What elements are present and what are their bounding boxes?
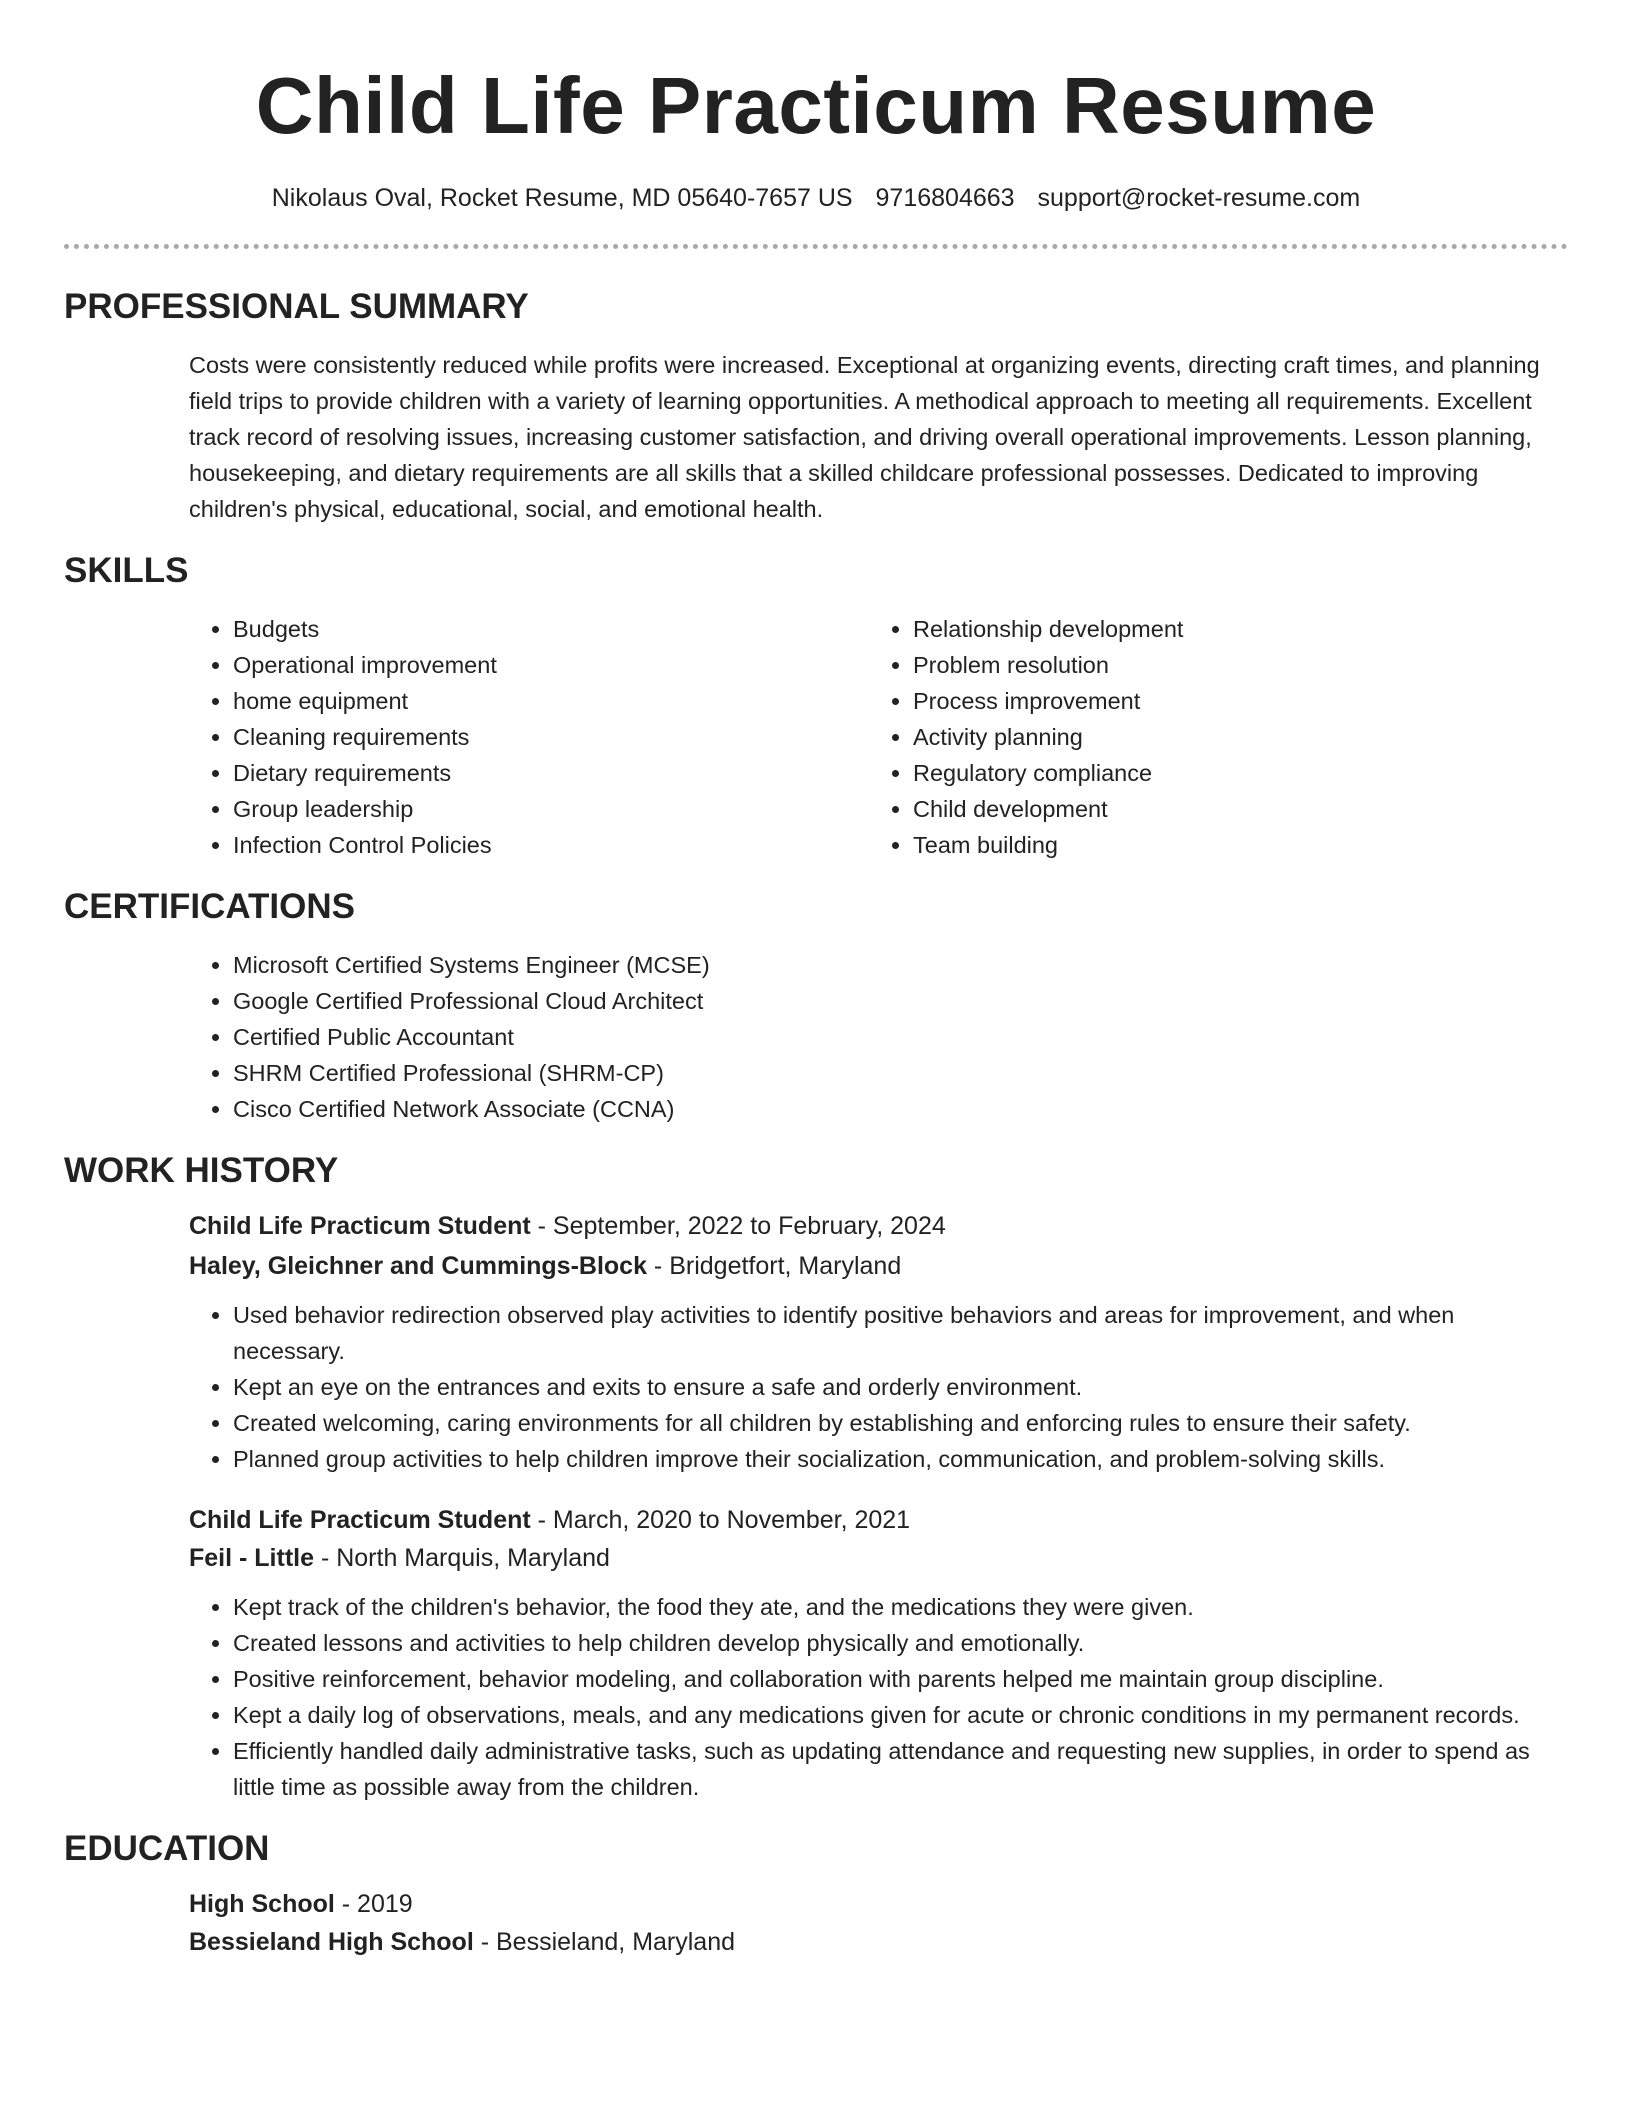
list-item: • Child development	[913, 791, 1549, 827]
summary-section	[64, 285, 1568, 527]
education-school: Bessieland High School	[189, 1928, 474, 1956]
job-location: - Bridgetfort, Maryland	[646, 1252, 902, 1280]
job-title: Child Life Practicum Student	[189, 1212, 531, 1240]
resume-title: Child Life Practicum Resume	[255, 61, 1377, 150]
contact-phone: 9716804663	[875, 184, 1015, 212]
list-item: • Operational improvement	[233, 647, 869, 683]
list-item: • Used behavior redirection observed play activities to identify positive behaviors and areas for improvement, and when necessary.	[233, 1297, 1568, 1369]
education-location: - Bessieland, Maryland	[473, 1928, 736, 1956]
contact-email: support@rocket-resume.com	[1037, 184, 1361, 212]
job-dates: - September, 2022 to February, 2024	[530, 1212, 946, 1240]
skills-section	[64, 549, 1568, 863]
list-item: • Created lessons and activities to help children develop physically and emotionally.	[233, 1625, 1568, 1661]
job-company-line	[189, 1247, 1568, 1285]
list-item: • home equipment	[233, 683, 869, 719]
job-title: Child Life Practicum Student	[189, 1506, 531, 1534]
list-item: • Regulatory compliance	[913, 755, 1549, 791]
list-item: • Positive reinforcement, behavior modeling, and collaboration with parents helped me maintain group discipline.	[233, 1661, 1568, 1697]
list-item: • Certified Public Accountant	[233, 1019, 1568, 1055]
skills-grid	[189, 611, 1568, 863]
list-item: • Cisco Certified Network Associate (CCNA)	[233, 1091, 1568, 1127]
education-school-line	[189, 1923, 1568, 1961]
certifications-section	[64, 885, 1568, 1127]
summary-heading: PROFESSIONAL SUMMARY	[64, 287, 529, 326]
skills-column-right	[869, 611, 1549, 863]
certifications-list	[189, 947, 1568, 1127]
list-item: • Kept track of the children's behavior, the food they ate, and the medications they were given.	[233, 1589, 1568, 1625]
job-company: Feil - Little	[189, 1544, 314, 1572]
list-item: • Activity planning	[913, 719, 1549, 755]
job-location: - North Marquis, Maryland	[314, 1544, 610, 1572]
work-history-heading: WORK HISTORY	[64, 1151, 339, 1190]
education-section	[64, 1827, 1568, 1961]
list-item: • Group leadership	[233, 791, 869, 827]
skills-column-left	[189, 611, 869, 863]
list-item: • Problem resolution	[913, 647, 1549, 683]
list-item: • Planned group activities to help children improve their socialization, communication, and problem-solving skills.	[233, 1441, 1568, 1477]
job-title-line	[189, 1207, 1568, 1245]
list-item: • Kept a daily log of observations, meals, and any medications given for acute or chronic conditions in my permanent records.	[233, 1697, 1568, 1733]
list-item: • SHRM Certified Professional (SHRM-CP)	[233, 1055, 1568, 1091]
list-item: • Relationship development	[913, 611, 1549, 647]
education-degree-line	[189, 1885, 1568, 1923]
list-item: • Dietary requirements	[233, 755, 869, 791]
job-company: Haley, Gleichner and Cummings-Block	[189, 1252, 647, 1280]
list-item: • Google Certified Professional Cloud Architect	[233, 983, 1568, 1019]
education-degree: High School	[189, 1890, 335, 1918]
list-item: • Kept an eye on the entrances and exits to ensure a safe and orderly environment.	[233, 1369, 1568, 1405]
job-dates: - March, 2020 to November, 2021	[530, 1506, 911, 1534]
list-item: • Microsoft Certified Systems Engineer (MCSE)	[233, 947, 1568, 983]
job-company-line	[189, 1539, 1568, 1577]
certifications-heading: CERTIFICATIONS	[64, 887, 356, 926]
education-entry	[189, 1885, 1568, 1961]
list-item: • Process improvement	[913, 683, 1549, 719]
list-item: • Budgets	[233, 611, 869, 647]
summary-text: Costs were consistently reduced while profits were increased. Exceptional at organizing events, directing craft times, and planning field trips to provide children with a variety of learning opportunities. A methodical approach to meeting all requirements. Excellent track record of resolving issues, increasing customer satisfaction, and driving overall operational improvements. Lesson planning, housekeeping, and dietary requirements are all skills that a skilled childcare professional possesses. Dedicated to improving children's physical, educational, social, and emotional health.	[189, 352, 1540, 522]
list-item: • Efficiently handled daily administrative tasks, such as updating attendance and requesting new supplies, in order to spend as little time as possible away from the children.	[233, 1733, 1568, 1805]
list-item: • Infection Control Policies	[233, 827, 869, 863]
job-entry	[189, 1207, 1568, 1477]
education-heading: EDUCATION	[64, 1829, 270, 1868]
list-item: • Created welcoming, caring environments for all children by establishing and enforcing rules to ensure their safety.	[233, 1405, 1568, 1441]
header-divider	[64, 244, 1568, 249]
education-year: - 2019	[334, 1890, 413, 1918]
job-entry	[189, 1501, 1568, 1805]
list-item: • Cleaning requirements	[233, 719, 869, 755]
job-title-line	[189, 1501, 1568, 1539]
list-item: • Team building	[913, 827, 1549, 863]
skills-heading: SKILLS	[64, 551, 189, 590]
work-history-section	[64, 1149, 1568, 1805]
contact-address: Nikolaus Oval, Rocket Resume, MD 05640-7657 US	[271, 184, 853, 212]
contact-line	[64, 182, 1568, 214]
